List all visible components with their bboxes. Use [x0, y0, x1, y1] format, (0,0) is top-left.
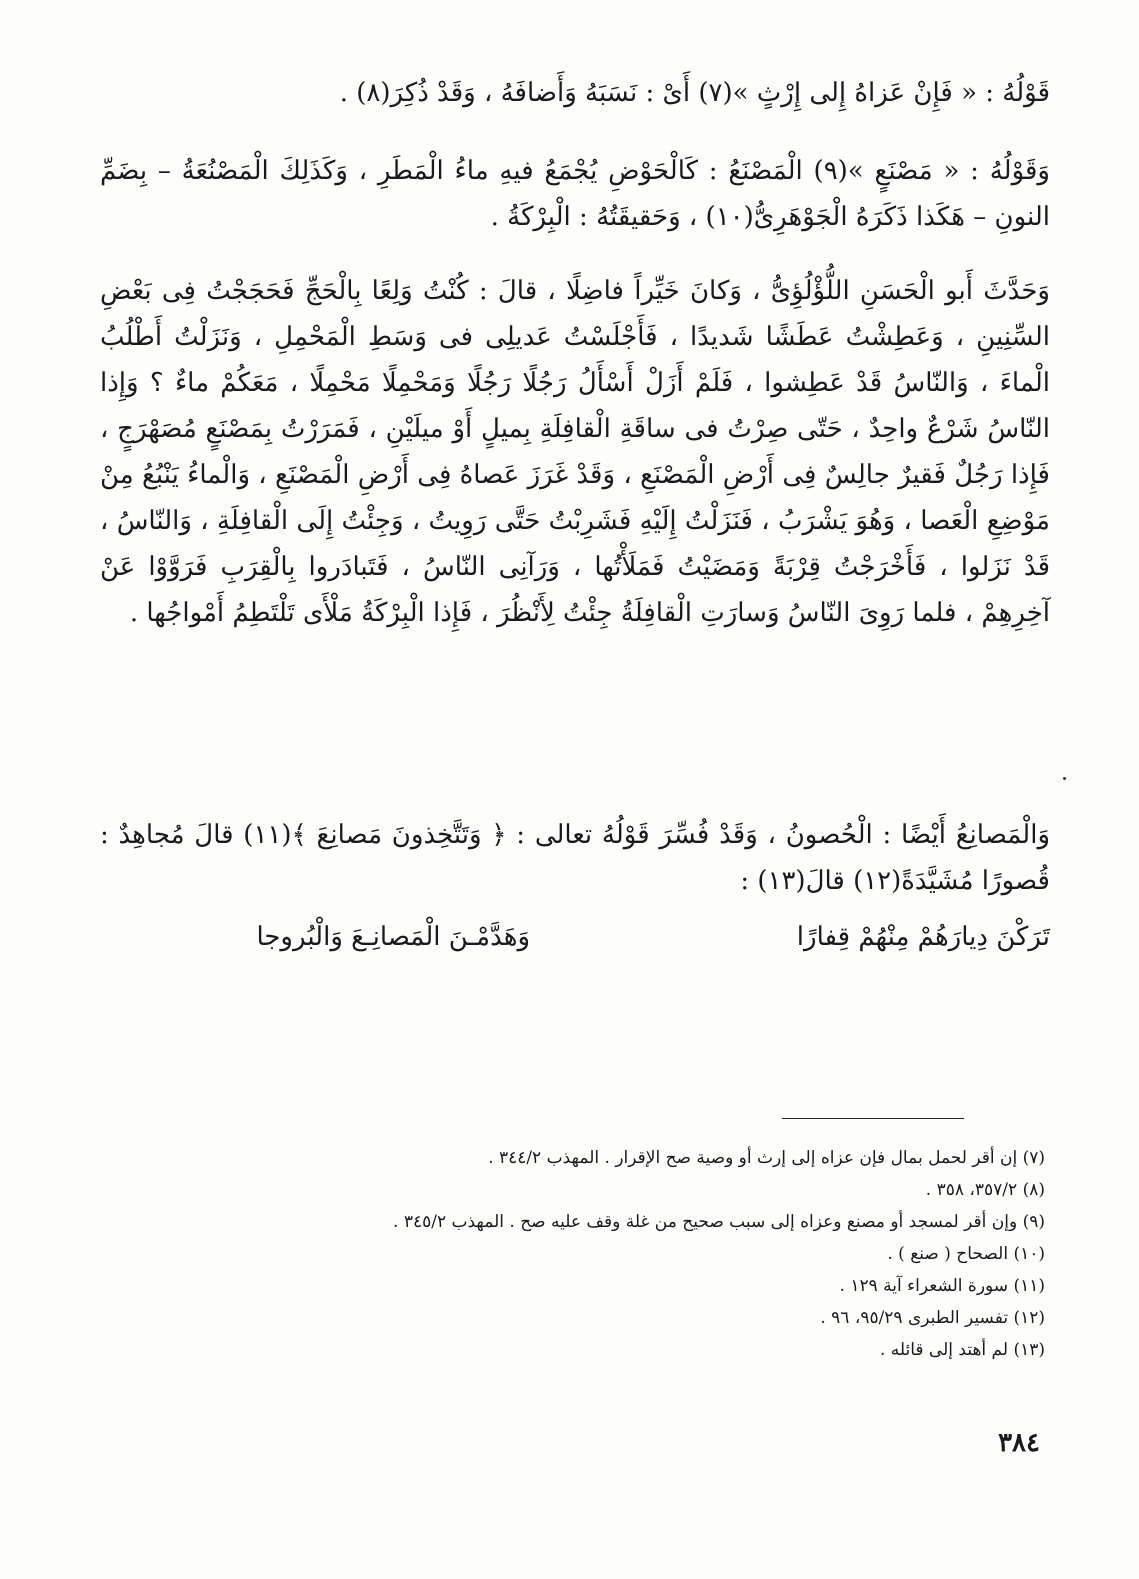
footnote-10: (١٠) الصحاح ( صنع ) .: [887, 1244, 1045, 1264]
footnote-8: (٨) ٣٥٧/٢، ٣٥٨ .: [925, 1180, 1045, 1200]
paragraph-1: قَوْلُهُ : « فَإِنْ عَزاهُ إِلى إِرْثٍ »(٧) أَىْ : نَسَبَهُ وَأَضافَهُ ، وَقَدْ ذُكِرَ(٨) .: [339, 78, 1050, 108]
footnote-9: (٩) وإن أقر لمسجد أو مصنع وعزاه إلى سبب صحيح من غلة وقف عليه صح . المهذب ٣٤٥/٢ .: [393, 1212, 1045, 1232]
footnote-12: (١٢) تفسير الطبرى ٩٥/٢٩، ٩٦ .: [820, 1308, 1045, 1328]
scan-speck: [1063, 777, 1066, 780]
paragraph-2: وَقَوْلُهُ : « مَصْنَعٍ »(٩) الْمَصْنَعُ : كَالْحَوْضِ يُجْمَعُ فيهِ ماءُ الْمَطَرِ ، وَكَذَلِكَ الْمَصْنُعَةُ – بِضَمِّ النونِ – هَكَذا ذَكَرَهُ الْجَوْهَرِىُّ(١٠) ، وَحَقيقَتُهُ : الْبِرْكَةُ .: [100, 156, 1050, 232]
paragraph-3: وَحَدَّثَ أَبو الْحَسَنِ اللُّؤْلُؤِىُّ ، وَكانَ خَيِّراً فاضِلًا ، قالَ : كُنْتُ وَلِعًا بِالْحَجِّ فَحَجَجْتُ فِى بَعْضِ السِّنِينِ ، وَعَطِشْتُ عَطَشًا شَديدًا ، فَأَجْلَسْتُ عَديلِى فى وَسَطِ الْمَحْمِلِ ، وَنَزَلْتُ أَطْلُبُ الْماءَ ، وَالنّاسُ قَدْ عَطِشوا ، فَلَمْ أَزَلْ أَسْأَلُ رَجُلًا رَجُلًا وَمَحْمِلًا مَحْمِلًا ، مَعَكُمْ ماءٌ ؟ وَإِذا النّاسُ شَرْعٌ واحِدٌ ، حَتّى صِرْتُ فى ساقَةِ الْقافِلَةِ بِميلٍ أَوْ ميلَيْنِ ، فَمَرَرْتُ بِمَصْنَعٍ مُصَهْرَجٍ ، فَإِذا رَجُلٌ فَقيرٌ جالِسٌ فِى أَرْضِ الْمَصْنَعِ ، وَقَدْ غَرَزَ عَصاهُ فِى أَرْضِ الْمَصْنَعِ ، وَالْماءُ يَنْبُعُ مِنْ مَوْضِعِ الْعَصا ، وَهُوَ يَشْرَبُ ، فَنَزَلْتُ إِلَيْهِ فَشَرِبْتُ حَتَّى رَوِيتُ ، وَجِئْتُ إِلَى الْقافِلَةِ ، وَالنّاسُ ، قَدْ نَزَلوا ، فَأَخْرَجْتُ قِرْبَةً وَمَضَيْتُ فَمَلَأْتُها ، وَرَآنِى النّاسُ ، فَتَبادَروا بِالْقِرَبِ فَرَوَّوْا عَنْ آخِرِهِمْ ، فلما رَوِىَ النّاسُ وَسارَتِ الْقافِلَةُ جِئْتُ لِأَنْظُرَ ، فَإِذا الْبِرْكَةُ مَلْأَى تَلْتَطِمُ أَمْواجُها .: [100, 276, 1050, 628]
footnote-13: (١٣) لم أهتد إلى قائله .: [879, 1340, 1045, 1360]
page-number: ٣٨٤: [998, 1428, 1040, 1458]
verse-second-hemistich: وَهَدَّمْـنَ الْمَصانِـعَ وَالْبُروجا: [256, 922, 530, 952]
footnotes: [100, 1142, 1045, 1366]
footnote-7: (٧) إن أقر لحمل بمال فإن عزاه إلى إرث أو وصية صح الإقرار . المهذب ٣٤٤/٢ .: [488, 1148, 1045, 1168]
footnote-separator: [782, 1118, 964, 1119]
paragraph-4: وَالْمَصانِعُ أَيْضًا : الْحُصونُ ، وَقَدْ فُسِّرَ قَوْلُهُ تعالى : ﴿ وَتَتَّخِذونَ مَصانِعَ ﴾(١١) قالَ مُجاهِدٌ : قُصورًا مُشَيَّدَةً(١٢) قالَ(١٣) :: [100, 820, 1050, 896]
footnote-11: (١١) سورة الشعراء آية ١٢٩ .: [839, 1276, 1045, 1296]
poetry-verse: [100, 922, 1050, 972]
verse-first-hemistich: تَرَكْنَ دِيارَهُمْ مِنْهُمْ قِفارًا: [796, 922, 1050, 952]
